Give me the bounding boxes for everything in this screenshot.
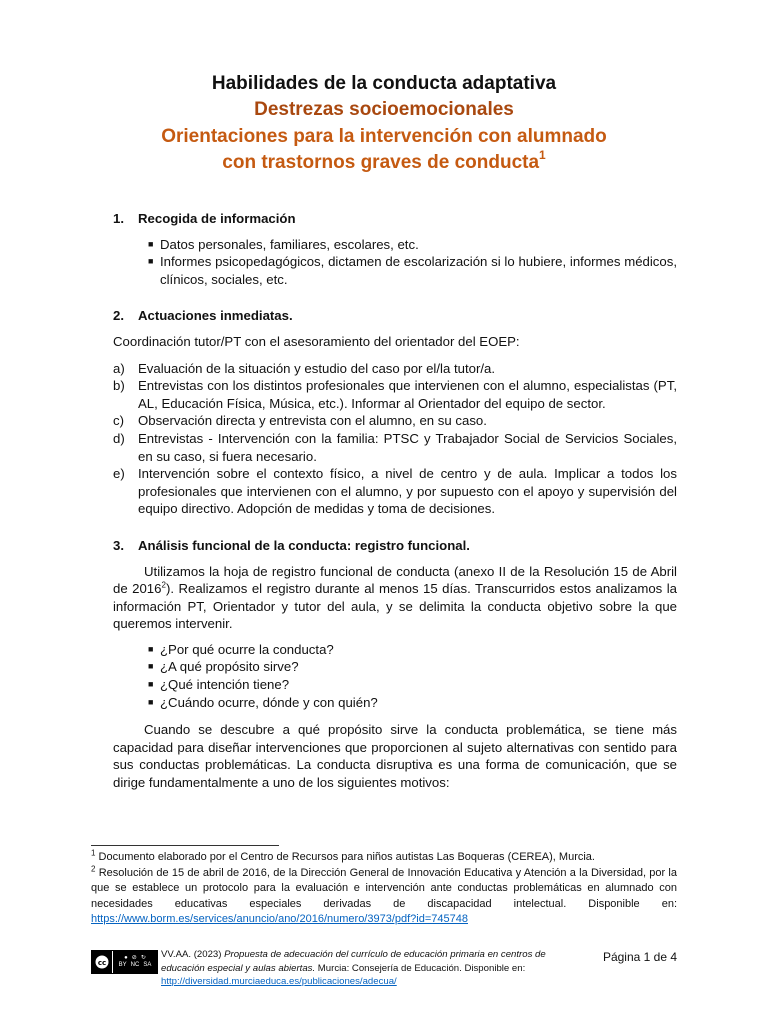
list-item: b) Entrevistas con los distintos profesionales que intervienen con el alumno, especialistas (PT, AL, Educación Física, Música, etc.). Informar al Orientador del equipo de sector.: [113, 378, 677, 411]
section-3-number: 3.: [113, 537, 124, 553]
list-item: e) Intervención sobre el contexto físico, a nivel de centro y de aula. Implicar a todos los profesionales que intervienen con el alumno, y por supuesto con el apoyo y supervisión del equipo directivo. Adopción de medidas y toma de decisiones.: [113, 466, 677, 517]
section-2-heading: [113, 307, 677, 325]
section-3-questions: [113, 641, 677, 711]
sharealike-icon: ↻: [140, 955, 146, 961]
footnote-divider: [91, 845, 279, 846]
citation-link[interactable]: http://diversidad.murciaeduca.es/publicaciones/adecua/: [161, 976, 397, 988]
svg-text:cc: cc: [97, 959, 107, 967]
section-1-title: Recogida de información: [138, 211, 296, 226]
bullet-icon: ■: [148, 679, 154, 690]
footnote-2-link[interactable]: https://www.borm.es/services/anuncio/ano/2016/numero/3973/pdf?id=745748: [91, 913, 468, 925]
section-1-list: [113, 236, 677, 289]
page-number: Página 1 de 4: [602, 950, 677, 964]
section-2-intro: Coordinación tutor/PT con el asesoramiento del orientador del EOEP:: [113, 333, 520, 349]
attribution-icon: ●: [124, 955, 128, 961]
footnote-1: $^1$ Documento elaborado por el Centro de Recursos para niños autistas Las Boqueras (CEREA), Murcia.: [91, 848, 595, 863]
list-item: a) Evaluación de la situación y estudio del caso por el/la tutor/a.: [113, 360, 496, 376]
section-3-paragraph-1: Utilizamos la hoja de registro funcional de conducta (anexo II de la Resolución 15 de Abril de 2016$^2$). Realizamos el registro durante al menos 15 días. Transcurridos estos analizamos la información PT, Orientador y tutor del aula, y se delimita la conducta objetivo sobre la que queremos intervenir.: [113, 563, 678, 632]
section-3-paragraph-2: Cuando se descubre a qué propósito sirve la conducta problemática, se tiene más capacidad para diseñar intervenciones que proporcionen al sujeto alternativas con sentido para sus conductas problemáticas. La conducta disruptiva es una forma de comunicación, que se dirige fundamentalmente a uno de los siguientes motivos:: [113, 722, 677, 791]
bullet-icon: ■: [148, 696, 154, 707]
footnote-2: $^2$ Resolución de 15 de abril de 2016, de la Dirección General de Innovación Educativa y Atención a la Diversidad, por la que se establece un protocolo para la evaluación e intervención ante conductas problemáticas en alumnado con necesidades educativas especiales derivadas de discapacidad intelectual. Disponible en: https://www.borm.es/services/anuncio/ano/2016/numero/3973/pdf?id=745748: [91, 863, 677, 925]
footnotes: [91, 850, 677, 928]
bullet-icon: ■: [148, 643, 154, 654]
section-1-number: 1.: [113, 211, 124, 226]
cc-circle-icon: [94, 954, 110, 970]
bullet-icon: ■: [148, 256, 154, 267]
list-item: ■ Datos personales, familiares, escolares, etc.: [113, 236, 677, 254]
cc-icon: [92, 951, 113, 973]
noncommercial-icon: ⊘: [131, 955, 137, 961]
list-item: ■ ¿A qué propósito sirve?: [113, 658, 677, 676]
list-item: ■ ¿Por qué ocurre la conducta?: [113, 641, 677, 659]
list-item: ■ ¿Cuándo ocurre, dónde y con quién?: [113, 694, 677, 712]
section-2-title: Actuaciones inmediatas.: [138, 308, 293, 324]
subtitle-trastornos-text: con trastornos graves de conducta: [222, 152, 540, 173]
subtitle-orientaciones: Orientaciones para la intervención con alumnado: [161, 126, 607, 147]
subtitle-trastornos: [0, 147, 768, 176]
section-3-title: Análisis funcional de la conducta: registro funcional.: [138, 537, 470, 553]
section-3-heading: [113, 537, 677, 555]
citation: VV.AA. (2023) Propuesta de adecuación del currículo de educación primaria en centros de educación especial y aulas abiertas. Murcia: Consejería de Educación. Disponible en: http://diversidad.murciaeduca.es/publicaciones/adecua/: [161, 949, 546, 988]
page-footer: [91, 950, 677, 990]
cc-license-badge: [91, 950, 158, 974]
section-2-number: 2.: [113, 308, 124, 324]
footnote-ref-1[interactable]: 1: [539, 147, 546, 162]
list-item: ■ Informes psicopedagógicos, dictamen de escolarización si lo hubiere, informes médicos, clínicos, sociales, etc.: [113, 253, 677, 288]
footnote-ref-2[interactable]: 2: [161, 580, 166, 590]
list-item: ■ ¿Qué intención tiene?: [113, 676, 677, 694]
bullet-icon: ■: [148, 661, 154, 672]
bullet-icon: ■: [148, 238, 154, 249]
subtitle-destrezas: Destrezas socioemocionales: [254, 99, 514, 120]
list-item: d) Entrevistas - Intervención con la familia: PTSC y Trabajador Social de Servicios Sociales, en su caso, si fuera necesario.: [113, 430, 677, 464]
body-text: [113, 210, 677, 792]
list-item: c) Observación directa y entrevista con el alumno, en su caso.: [113, 413, 487, 429]
cc-by-nc-sa-terms: ● ⊘ ↻ BY NC SA: [113, 951, 157, 973]
title-block: [0, 72, 768, 176]
section-2-list: [113, 360, 677, 518]
section-1-heading: [113, 210, 677, 228]
title-main: Habilidades de la conducta adaptativa: [211, 73, 557, 94]
